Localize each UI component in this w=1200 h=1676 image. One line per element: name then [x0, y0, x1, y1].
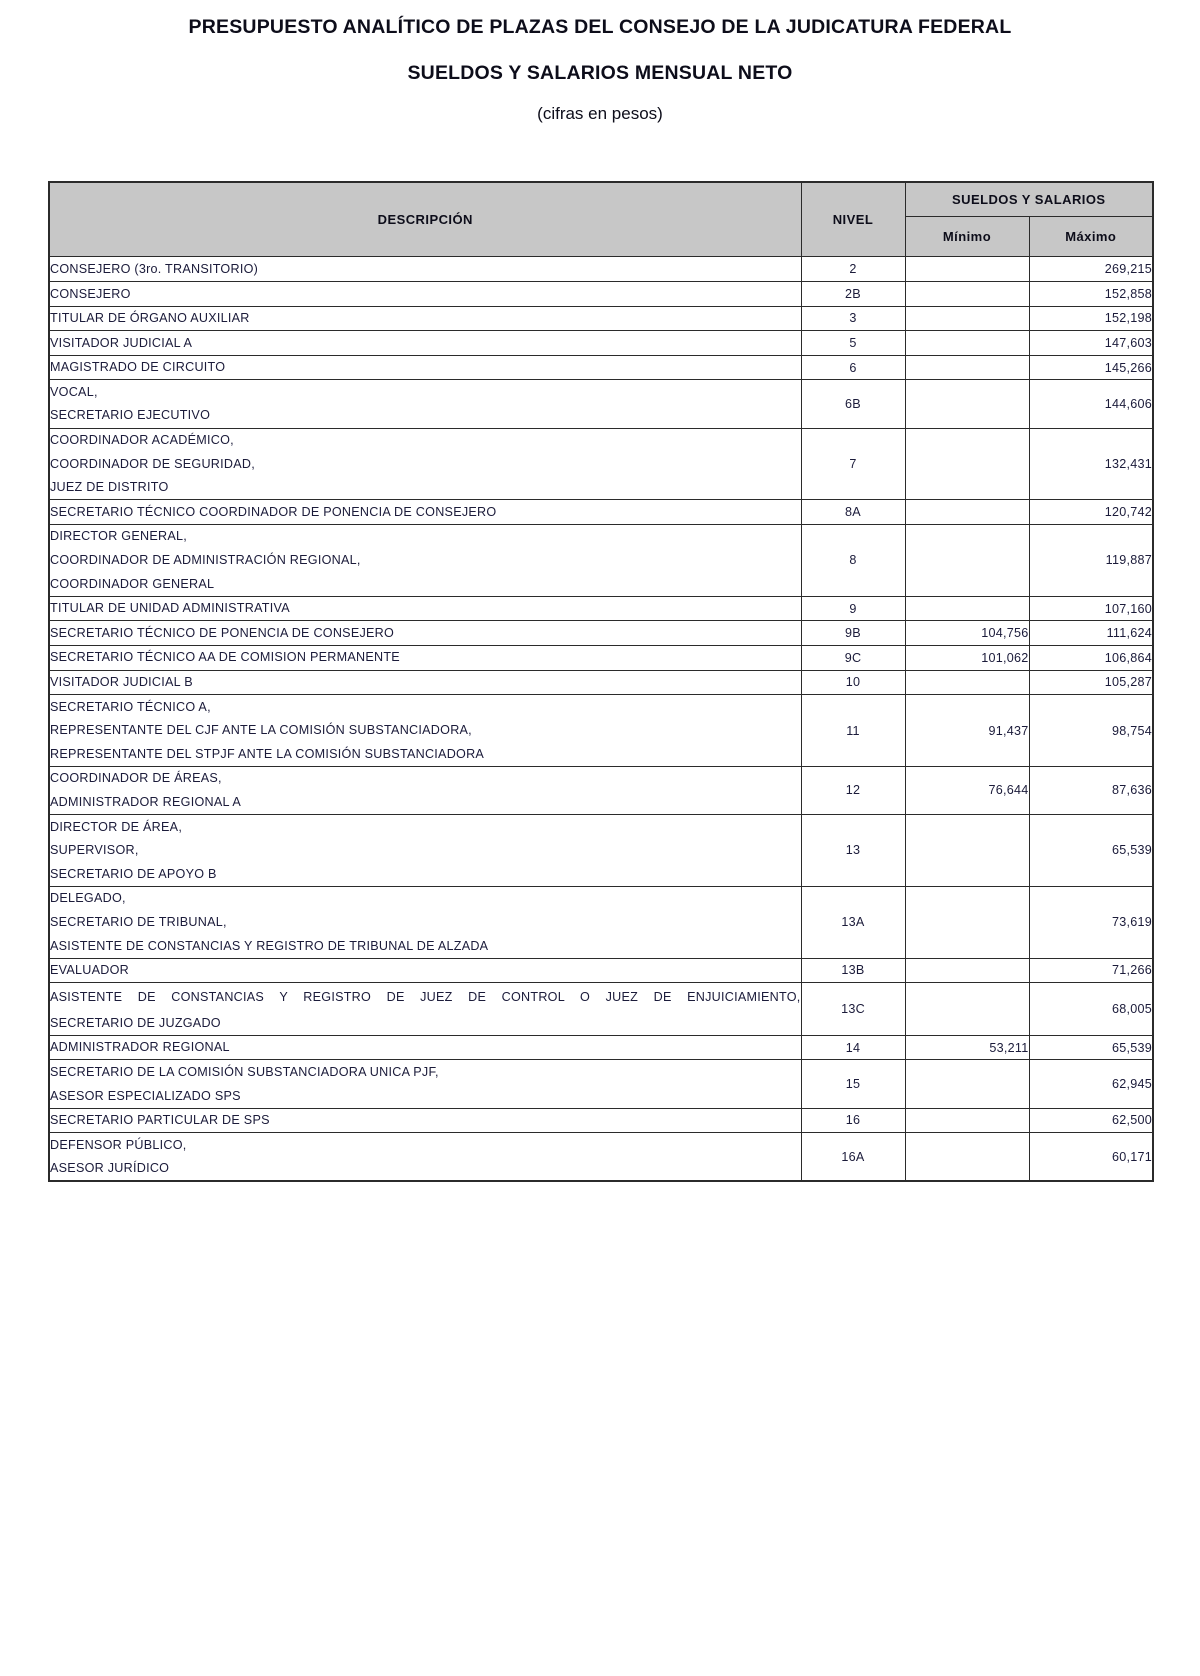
page-title: PRESUPUESTO ANALÍTICO DE PLAZAS DEL CONSEJO DE LA JUDICATURA FEDERAL: [188, 16, 1012, 38]
cell-minimo: [905, 670, 1029, 695]
cell-maximo: 65,539: [1029, 1035, 1153, 1060]
cell-maximo: 87,636: [1029, 766, 1153, 814]
cell-minimo: 91,437: [905, 695, 1029, 767]
table-row: [49, 1133, 1153, 1182]
column-header-descripcion: DESCRIPCIÓN: [49, 182, 801, 257]
descripcion-line: EVALUADOR: [50, 963, 129, 978]
cell-minimo: [905, 500, 1029, 525]
cell-maximo: 147,603: [1029, 331, 1153, 356]
descripcion-line: ASISTENTE DE CONSTANCIAS Y REGISTRO DE JUEZ DE CONTROL O JUEZ DE ENJUICIAMIENTO,: [50, 989, 801, 1004]
cell-minimo: [905, 983, 1029, 1036]
descripcion-line: COORDINADOR DE ADMINISTRACIÓN REGIONAL,: [50, 553, 361, 568]
cell-descripcion: [49, 886, 801, 958]
cell-nivel: 13C: [801, 983, 905, 1036]
cell-nivel: 14: [801, 1035, 905, 1060]
cell-minimo: [905, 1133, 1029, 1182]
cell-minimo: [905, 257, 1029, 282]
cell-descripcion: [49, 1035, 801, 1060]
cell-descripcion: [49, 380, 801, 428]
table-row: [49, 306, 1153, 331]
descripcion-line: ASESOR ESPECIALIZADO SPS: [50, 1088, 241, 1103]
column-header-sueldos-y-salarios: SUELDOS Y SALARIOS: [905, 182, 1153, 217]
cell-maximo: 145,266: [1029, 355, 1153, 380]
cell-maximo: 73,619: [1029, 886, 1153, 958]
cell-nivel: 7: [801, 428, 905, 500]
descripcion-line: DIRECTOR GENERAL,: [50, 529, 187, 544]
cell-nivel: 3: [801, 306, 905, 331]
table-row: [49, 695, 1153, 767]
cell-minimo: [905, 355, 1029, 380]
cell-maximo: 269,215: [1029, 257, 1153, 282]
descripcion-line: SECRETARIO EJECUTIVO: [50, 408, 211, 423]
cell-descripcion: [49, 428, 801, 500]
descripcion-line: DELEGADO,: [50, 891, 126, 906]
descripcion-line: JUEZ DE DISTRITO: [50, 480, 169, 495]
cell-descripcion: [49, 815, 801, 887]
column-header-maximo: Máximo: [1029, 217, 1153, 257]
cell-nivel: 9B: [801, 621, 905, 646]
cell-descripcion: [49, 282, 801, 307]
table-header-row-1: [49, 182, 1153, 217]
descripcion-line: VISITADOR JUDICIAL B: [50, 675, 193, 690]
descripcion-line: SECRETARIO DE JUZGADO: [50, 1015, 221, 1030]
cell-nivel: 2B: [801, 282, 905, 307]
cell-nivel: 16: [801, 1108, 905, 1133]
cell-maximo: 62,945: [1029, 1060, 1153, 1108]
table-row: [49, 257, 1153, 282]
descripcion-line: SECRETARIO TÉCNICO COORDINADOR DE PONENCIA DE CONSEJERO: [50, 504, 497, 519]
descripcion-line: DEFENSOR PÚBLICO,: [50, 1137, 187, 1152]
descripcion-line: SECRETARIO TÉCNICO DE PONENCIA DE CONSEJERO: [50, 625, 395, 640]
descripcion-line: SECRETARIO TÉCNICO AA DE COMISION PERMANENTE: [50, 650, 400, 665]
cell-minimo: 53,211: [905, 1035, 1029, 1060]
table-row: [49, 621, 1153, 646]
cell-minimo: [905, 958, 1029, 983]
budget-table: [48, 181, 1154, 1182]
cell-nivel: 13: [801, 815, 905, 887]
column-header-minimo: Mínimo: [905, 217, 1029, 257]
cell-minimo: [905, 596, 1029, 621]
cell-minimo: 104,756: [905, 621, 1029, 646]
cell-descripcion: [49, 1060, 801, 1108]
cell-maximo: 152,198: [1029, 306, 1153, 331]
cell-maximo: 68,005: [1029, 983, 1153, 1036]
table-row: [49, 886, 1153, 958]
table-row: [49, 1108, 1153, 1133]
table-row: [49, 670, 1153, 695]
cell-maximo: 71,266: [1029, 958, 1153, 983]
cell-maximo: 119,887: [1029, 524, 1153, 596]
cell-maximo: 65,539: [1029, 815, 1153, 887]
table-row: [49, 983, 1153, 1036]
cell-descripcion: [49, 645, 801, 670]
cell-maximo: 120,742: [1029, 500, 1153, 525]
descripcion-line: COORDINADOR GENERAL: [50, 576, 215, 591]
document-header: [0, 0, 1200, 124]
cell-descripcion: [49, 257, 801, 282]
cell-minimo: 76,644: [905, 766, 1029, 814]
descripcion-line: ASESOR JURÍDICO: [50, 1161, 170, 1176]
page-subtitle: SUELDOS Y SALARIOS MENSUAL NETO: [407, 62, 793, 85]
descripcion-line: VISITADOR JUDICIAL A: [50, 335, 193, 350]
cell-nivel: 6B: [801, 380, 905, 428]
table-row: [49, 596, 1153, 621]
descripcion-line: TITULAR DE UNIDAD ADMINISTRATIVA: [50, 601, 290, 616]
cell-minimo: [905, 331, 1029, 356]
table-row: [49, 958, 1153, 983]
table-row: [49, 355, 1153, 380]
cell-nivel: 13A: [801, 886, 905, 958]
cell-nivel: 9C: [801, 645, 905, 670]
cell-maximo: 132,431: [1029, 428, 1153, 500]
descripcion-line: SECRETARIO TÉCNICO A,: [50, 699, 211, 714]
cell-maximo: 98,754: [1029, 695, 1153, 767]
descripcion-line: ASISTENTE DE CONSTANCIAS Y REGISTRO DE TRIBUNAL DE ALZADA: [50, 938, 489, 953]
cell-descripcion: [49, 766, 801, 814]
cell-maximo: 105,287: [1029, 670, 1153, 695]
cell-descripcion: [49, 695, 801, 767]
cell-minimo: [905, 1060, 1029, 1108]
cell-maximo: 60,171: [1029, 1133, 1153, 1182]
cell-descripcion: [49, 500, 801, 525]
table-row: [49, 500, 1153, 525]
table-row: [49, 1035, 1153, 1060]
page-units-note: (cifras en pesos): [537, 104, 663, 124]
cell-maximo: 144,606: [1029, 380, 1153, 428]
descripcion-line: SECRETARIO PARTICULAR DE SPS: [50, 1113, 270, 1128]
cell-descripcion: [49, 596, 801, 621]
cell-nivel: 10: [801, 670, 905, 695]
table-header: [49, 182, 1153, 257]
table-row: [49, 282, 1153, 307]
descripcion-line: ADMINISTRADOR REGIONAL: [50, 1040, 230, 1055]
cell-minimo: [905, 886, 1029, 958]
cell-minimo: [905, 282, 1029, 307]
table-row: [49, 1060, 1153, 1108]
cell-descripcion: [49, 355, 801, 380]
descripcion-line: MAGISTRADO DE CIRCUITO: [50, 360, 226, 375]
table-row: [49, 524, 1153, 596]
cell-maximo: 111,624: [1029, 621, 1153, 646]
table-row: [49, 815, 1153, 887]
cell-maximo: 107,160: [1029, 596, 1153, 621]
cell-descripcion: [49, 958, 801, 983]
cell-descripcion: [49, 1133, 801, 1182]
cell-descripcion: [49, 306, 801, 331]
table-row: [49, 766, 1153, 814]
cell-nivel: 6: [801, 355, 905, 380]
cell-descripcion: [49, 983, 801, 1036]
cell-minimo: [905, 428, 1029, 500]
descripcion-line: COORDINADOR ACADÉMICO,: [50, 433, 234, 448]
cell-nivel: 2: [801, 257, 905, 282]
cell-descripcion: [49, 331, 801, 356]
cell-descripcion: [49, 670, 801, 695]
descripcion-line: ADMINISTRADOR REGIONAL A: [50, 794, 241, 809]
descripcion-line: REPRESENTANTE DEL STPJF ANTE LA COMISIÓN SUBSTANCIADORA: [50, 746, 485, 761]
cell-minimo: [905, 524, 1029, 596]
cell-descripcion: [49, 524, 801, 596]
table-row: [49, 380, 1153, 428]
cell-minimo: [905, 1108, 1029, 1133]
descripcion-line: COORDINADOR DE ÁREAS,: [50, 771, 222, 786]
table-row: [49, 428, 1153, 500]
descripcion-line: TITULAR DE ÓRGANO AUXILIAR: [50, 311, 250, 326]
cell-descripcion: [49, 621, 801, 646]
cell-minimo: 101,062: [905, 645, 1029, 670]
cell-nivel: 16A: [801, 1133, 905, 1182]
cell-maximo: 152,858: [1029, 282, 1153, 307]
cell-minimo: [905, 815, 1029, 887]
descripcion-line: DIRECTOR DE ÁREA,: [50, 819, 183, 834]
descripcion-line: CONSEJERO: [50, 286, 131, 301]
descripcion-line: SUPERVISOR,: [50, 843, 139, 858]
cell-minimo: [905, 380, 1029, 428]
descripcion-line: SECRETARIO DE APOYO B: [50, 866, 217, 881]
descripcion-line: VOCAL,: [50, 384, 98, 399]
cell-nivel: 12: [801, 766, 905, 814]
cell-maximo: 62,500: [1029, 1108, 1153, 1133]
descripcion-line: COORDINADOR DE SEGURIDAD,: [50, 456, 255, 471]
budget-table-container: [48, 124, 1152, 1182]
cell-nivel: 9: [801, 596, 905, 621]
descripcion-line: SECRETARIO DE LA COMISIÓN SUBSTANCIADORA UNICA PJF,: [50, 1064, 439, 1079]
descripcion-line: SECRETARIO DE TRIBUNAL,: [50, 914, 227, 929]
cell-nivel: 8A: [801, 500, 905, 525]
cell-maximo: 106,864: [1029, 645, 1153, 670]
cell-nivel: 8: [801, 524, 905, 596]
cell-nivel: 13B: [801, 958, 905, 983]
descripcion-line: REPRESENTANTE DEL CJF ANTE LA COMISIÓN SUBSTANCIADORA,: [50, 723, 472, 738]
cell-nivel: 5: [801, 331, 905, 356]
table-row: [49, 645, 1153, 670]
cell-minimo: [905, 306, 1029, 331]
cell-descripcion: [49, 1108, 801, 1133]
column-header-nivel: NIVEL: [801, 182, 905, 257]
cell-nivel: 15: [801, 1060, 905, 1108]
descripcion-line: CONSEJERO (3ro. TRANSITORIO): [50, 261, 259, 276]
table-row: [49, 331, 1153, 356]
cell-nivel: 11: [801, 695, 905, 767]
table-body: [49, 257, 1153, 1181]
